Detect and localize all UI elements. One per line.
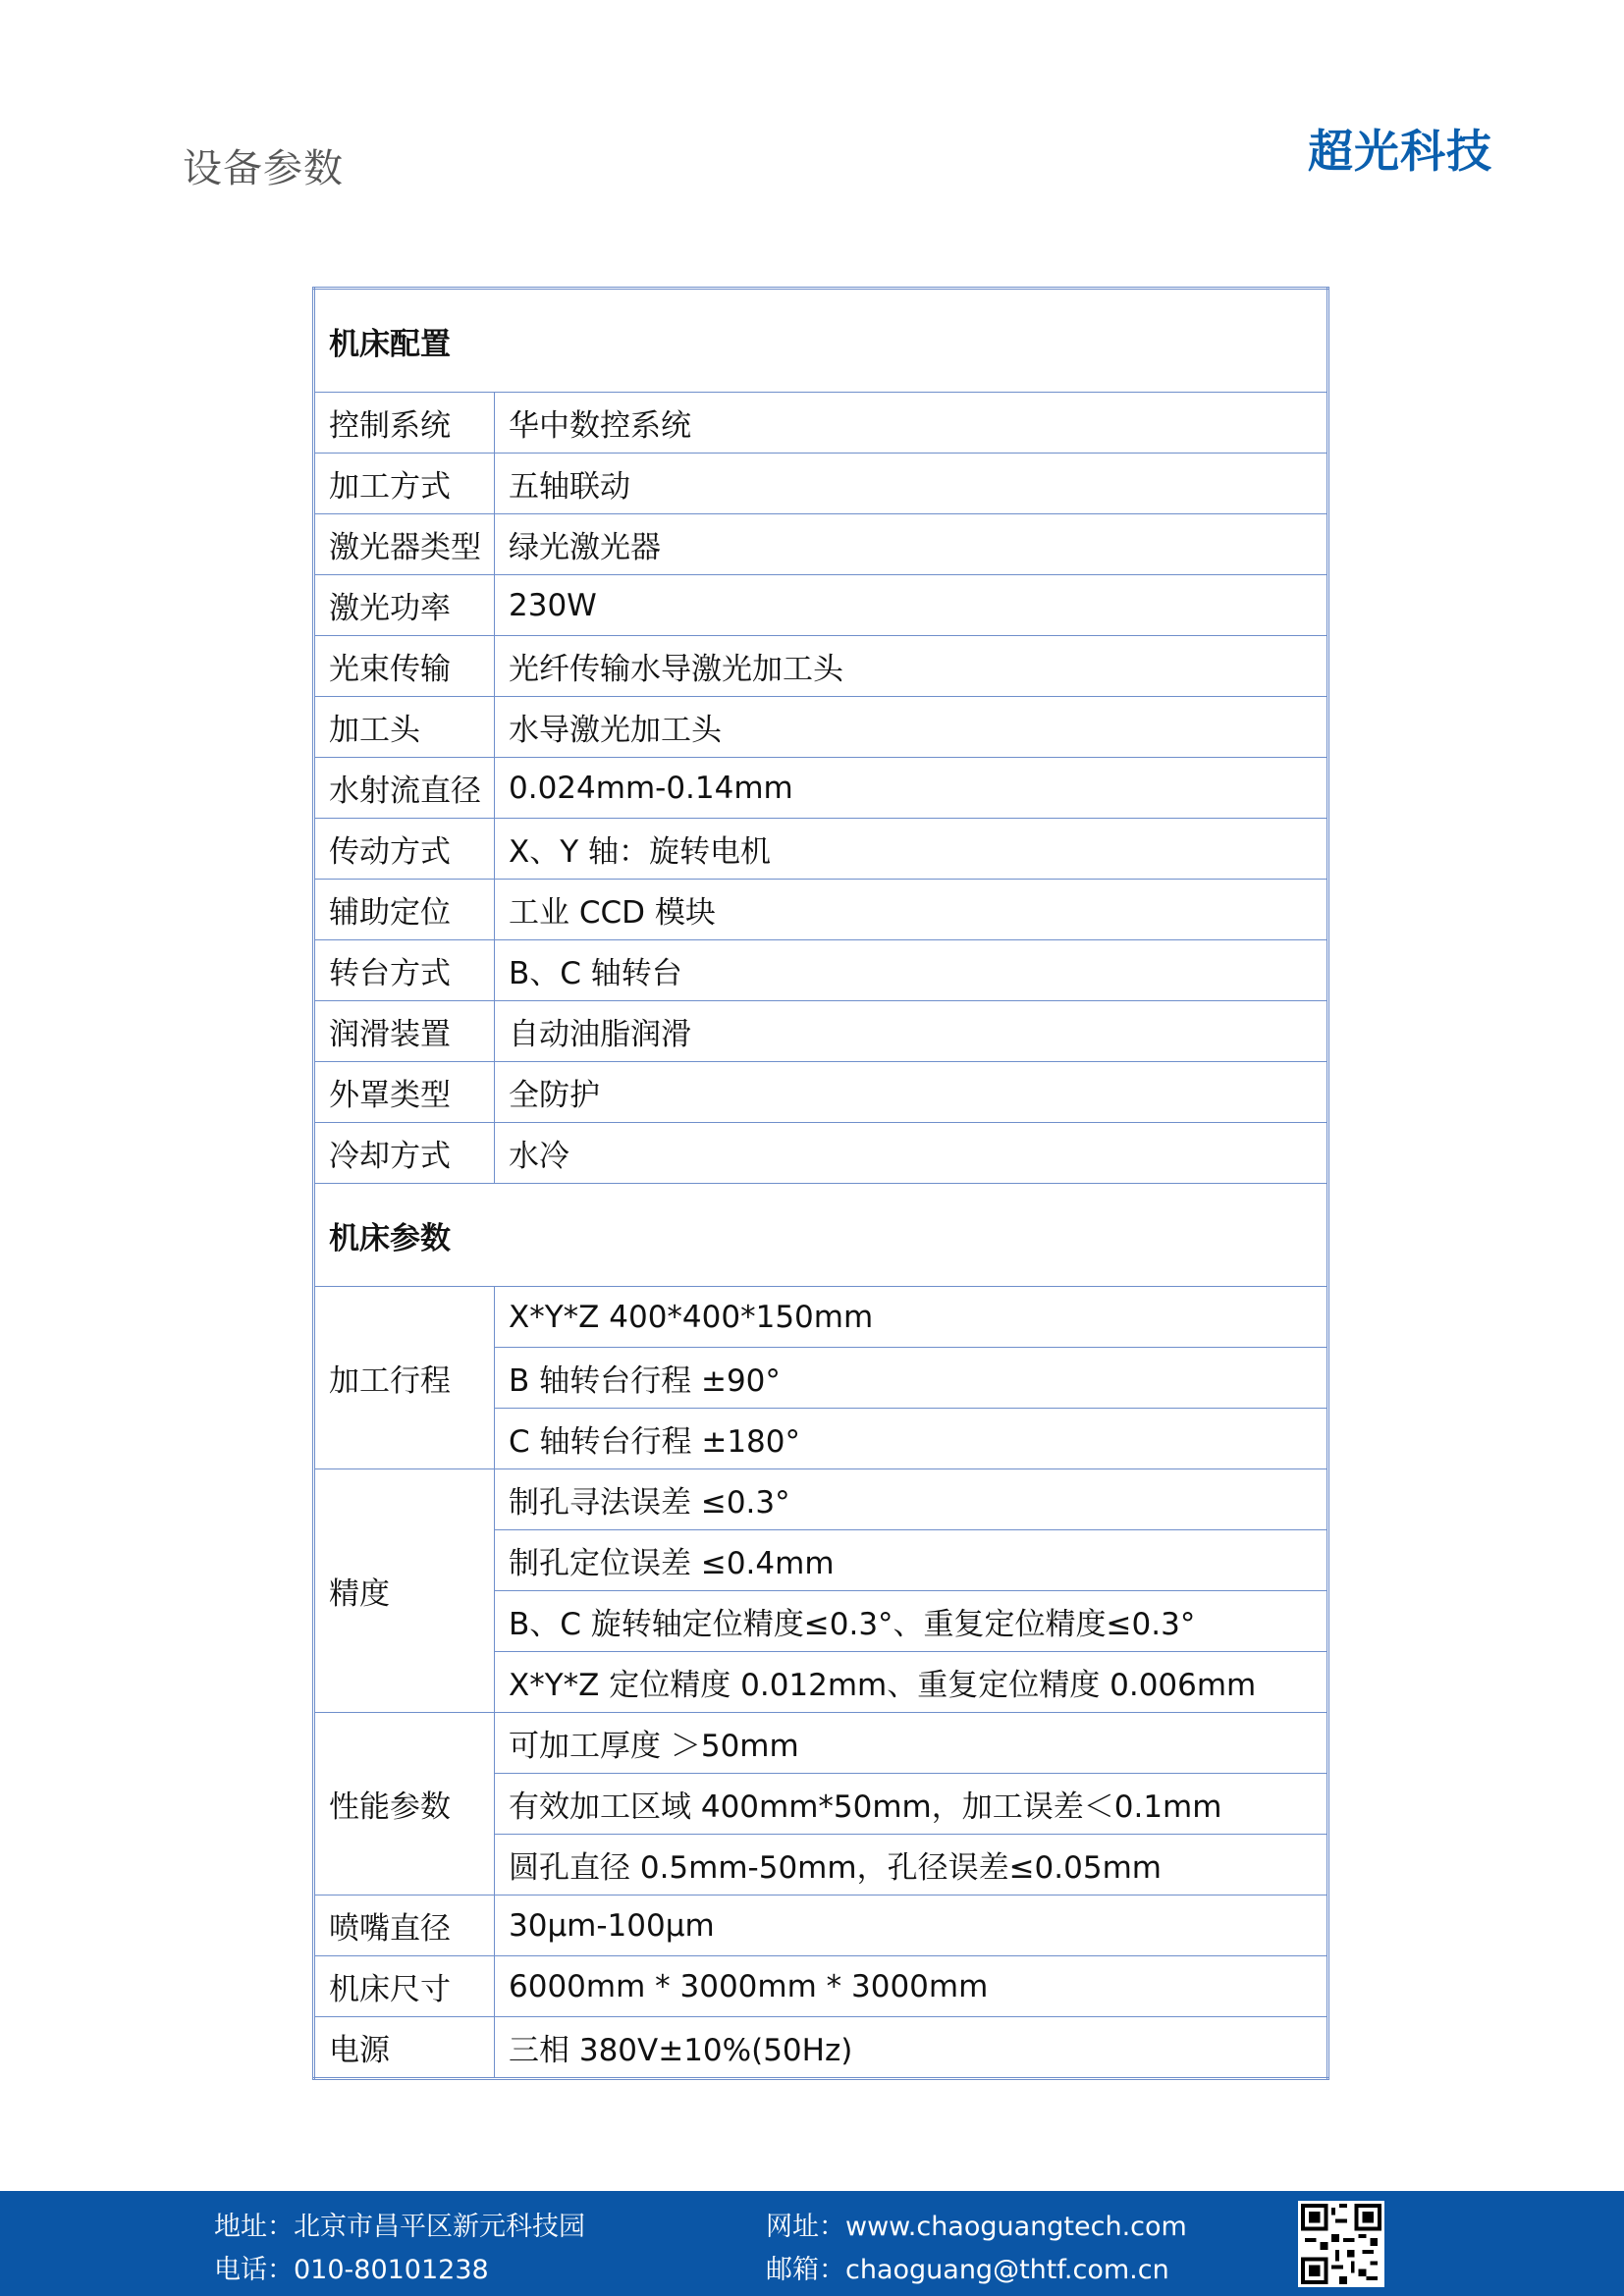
table-row: [314, 1713, 1328, 1774]
table-row: [314, 2017, 1328, 2079]
stroke-group-value: B 轴转台行程 ±90°: [495, 1348, 1328, 1409]
precision-group-label: 精度: [314, 1469, 495, 1713]
qr-code-icon: [1298, 2201, 1384, 2287]
row-value: 水冷: [495, 1123, 1328, 1184]
row-label: 水射流直径: [314, 758, 495, 819]
precision-group-value: 制孔定位误差 ≤0.4mm: [495, 1530, 1328, 1591]
row-label: 辅助定位: [314, 880, 495, 940]
row-value: 230W: [495, 575, 1328, 636]
footer-address: 地址：北京市昌平区新元科技园: [214, 2212, 585, 2242]
table-row: [314, 1469, 1328, 1530]
performance-group-label: 性能参数: [314, 1713, 495, 1896]
spec-table: [312, 287, 1329, 2080]
table-row: [314, 636, 1328, 697]
performance-group-value: 有效加工区域 400mm*50mm，加工误差＜0.1mm: [495, 1774, 1328, 1835]
row-label: 加工头: [314, 697, 495, 758]
stroke-group-value: C 轴转台行程 ±180°: [495, 1409, 1328, 1469]
brand-logo-text: 超光科技: [1308, 125, 1492, 178]
row-value: 水导激光加工头: [495, 697, 1328, 758]
row-label: 传动方式: [314, 819, 495, 880]
table-row: [314, 1001, 1328, 1062]
row-value: 绿光激光器: [495, 514, 1328, 575]
table-row: [314, 819, 1328, 880]
row-value: 全防护: [495, 1062, 1328, 1123]
footer-phone: 电话：010-80101238: [214, 2255, 489, 2285]
row-label: 喷嘴直径: [314, 1896, 495, 1956]
row-label: 机床尺寸: [314, 1956, 495, 2017]
table-row: [314, 1956, 1328, 2017]
table-row: [314, 1287, 1328, 1348]
row-value: 6000mm * 3000mm * 3000mm: [495, 1956, 1328, 2017]
footer-website[interactable]: 网址：www.chaoguangtech.com: [766, 2212, 1187, 2242]
section-heading-params: [314, 1184, 1328, 1287]
row-value: 0.024mm-0.14mm: [495, 758, 1328, 819]
section-heading-params-label: 机床参数: [314, 1184, 1328, 1287]
row-value: 五轴联动: [495, 454, 1328, 514]
table-row: [314, 393, 1328, 454]
page-title: 设备参数: [183, 146, 344, 191]
row-value: X、Y 轴：旋转电机: [495, 819, 1328, 880]
row-label: 激光器类型: [314, 514, 495, 575]
precision-group-value: 制孔寻法误差 ≤0.3°: [495, 1469, 1328, 1530]
row-value: 30μm-100μm: [495, 1896, 1328, 1956]
row-value: 工业 CCD 模块: [495, 880, 1328, 940]
stroke-group-label: 加工行程: [314, 1287, 495, 1469]
footer: [0, 2191, 1624, 2296]
table-row: [314, 697, 1328, 758]
table-row: [314, 514, 1328, 575]
row-label: 光束传输: [314, 636, 495, 697]
table-row: [314, 880, 1328, 940]
row-value: 光纤传输水导激光加工头: [495, 636, 1328, 697]
row-label: 冷却方式: [314, 1123, 495, 1184]
stroke-group-value: X*Y*Z 400*400*150mm: [495, 1287, 1328, 1348]
performance-group-value: 圆孔直径 0.5mm-50mm，孔径误差≤0.05mm: [495, 1835, 1328, 1896]
precision-group-value: X*Y*Z 定位精度 0.012mm、重复定位精度 0.006mm: [495, 1652, 1328, 1713]
section-heading-config: [314, 289, 1328, 393]
row-label: 加工方式: [314, 454, 495, 514]
row-label: 激光功率: [314, 575, 495, 636]
table-row: [314, 575, 1328, 636]
section-heading-config-label: 机床配置: [314, 289, 1328, 393]
row-label: 转台方式: [314, 940, 495, 1001]
footer-email[interactable]: 邮箱：chaoguang@thtf.com.cn: [766, 2255, 1169, 2285]
table-row: [314, 1896, 1328, 1956]
table-row: [314, 454, 1328, 514]
row-label: 电源: [314, 2017, 495, 2079]
performance-group-value: 可加工厚度 ＞50mm: [495, 1713, 1328, 1774]
row-value: B、C 轴转台: [495, 940, 1328, 1001]
row-value: 自动油脂润滑: [495, 1001, 1328, 1062]
row-label: 润滑装置: [314, 1001, 495, 1062]
table-row: [314, 1123, 1328, 1184]
row-label: 外罩类型: [314, 1062, 495, 1123]
table-row: [314, 940, 1328, 1001]
table-row: [314, 1062, 1328, 1123]
row-label: 控制系统: [314, 393, 495, 454]
row-value: 三相 380V±10%(50Hz): [495, 2017, 1328, 2079]
row-value: 华中数控系统: [495, 393, 1328, 454]
table-row: [314, 758, 1328, 819]
precision-group-value: B、C 旋转轴定位精度≤0.3°、重复定位精度≤0.3°: [495, 1591, 1328, 1652]
